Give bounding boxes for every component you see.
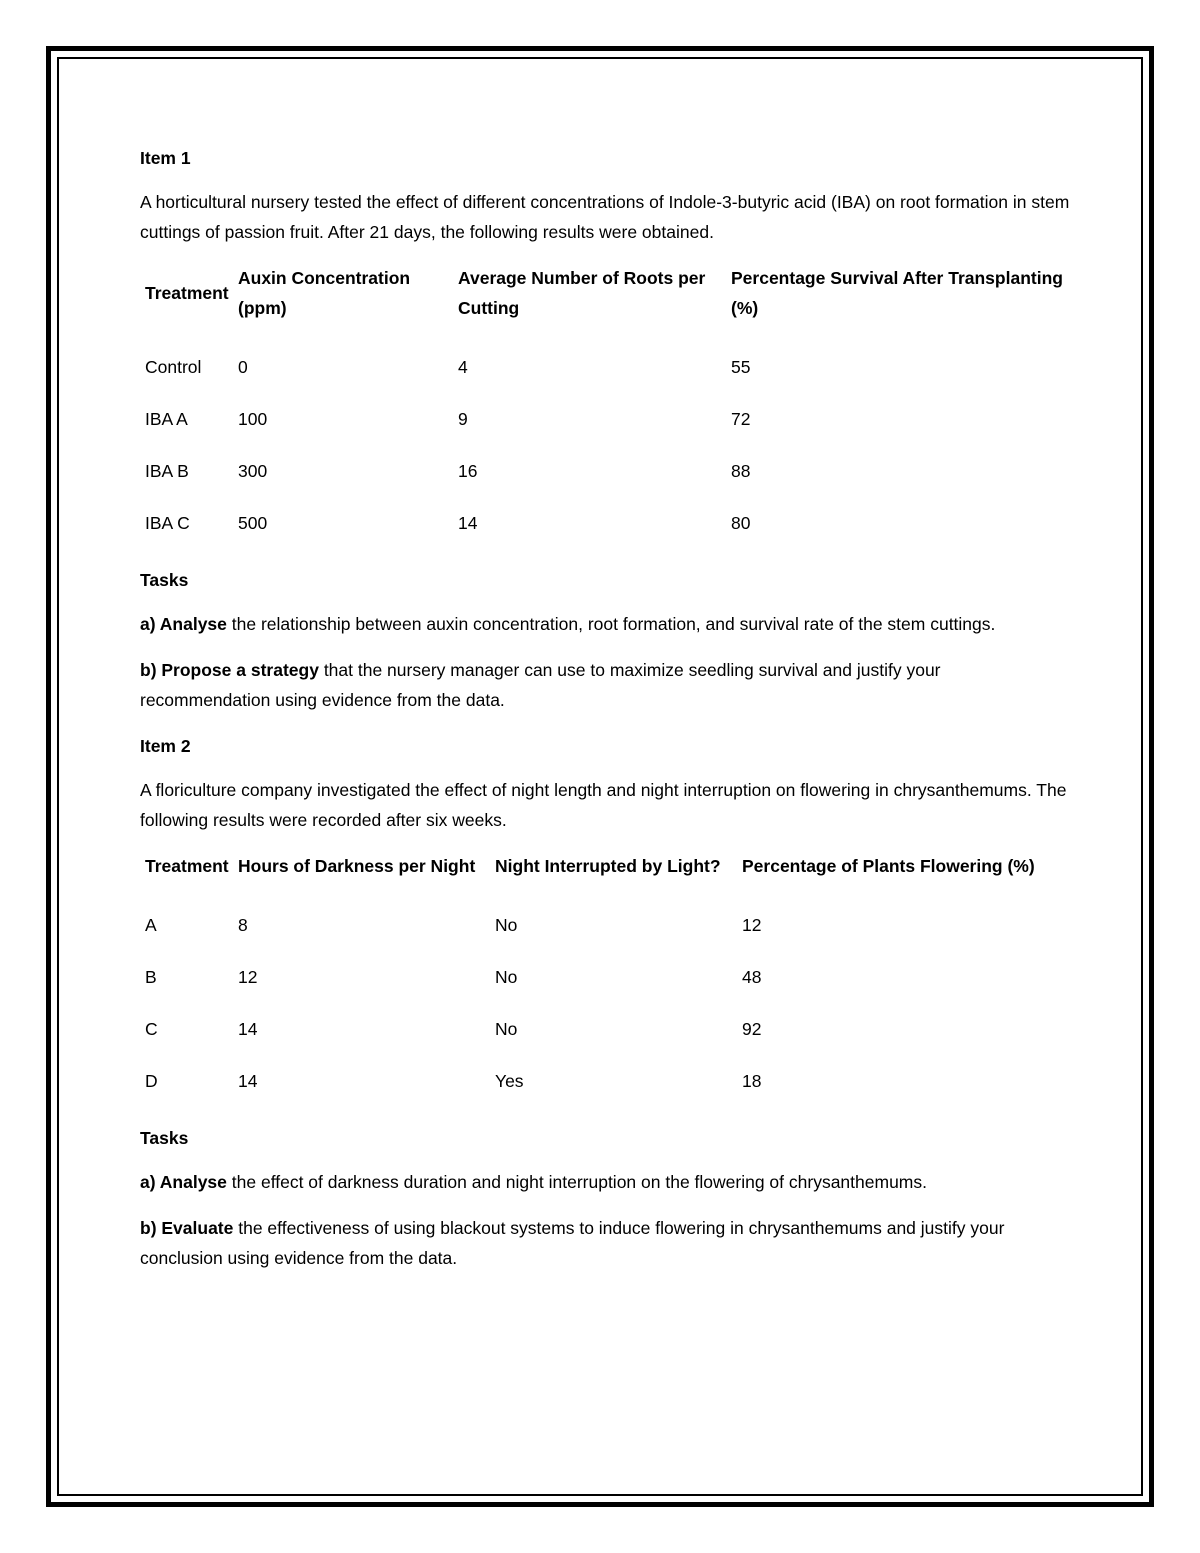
column-header: Average Number of Roots per Cutting bbox=[458, 268, 706, 318]
table-cell: D bbox=[145, 1071, 158, 1091]
column-header: Treatment bbox=[145, 283, 229, 303]
task-text: the relationship between auxin concentration, root formation, and survival rate of the stem cuttings. bbox=[226, 614, 996, 634]
table-cell: 14 bbox=[238, 1071, 258, 1091]
table-cell: IBA B bbox=[145, 461, 189, 481]
column-header: Auxin Concentration (ppm) bbox=[238, 268, 411, 318]
table-header-row bbox=[140, 263, 1070, 341]
table-row bbox=[140, 951, 1070, 1003]
task-lead: a) Analyse bbox=[140, 1172, 227, 1192]
task-lead: a) Analyse bbox=[140, 614, 227, 634]
item2-heading: Item 2 bbox=[140, 736, 191, 756]
task-text: the effectiveness of using blackout systems to induce flowering in chrysanthemums and justify your conclusion using evidence from the data. bbox=[140, 1218, 1005, 1268]
table-cell: Control bbox=[145, 357, 202, 377]
table-cell: 100 bbox=[238, 409, 268, 429]
table-cell: No bbox=[495, 967, 518, 987]
item2-task-a bbox=[140, 1167, 1070, 1197]
table-cell: 72 bbox=[731, 409, 751, 429]
table-row bbox=[140, 341, 1070, 393]
table-cell: C bbox=[145, 1019, 158, 1039]
table-cell: B bbox=[145, 967, 157, 987]
table-cell: 14 bbox=[238, 1019, 258, 1039]
table-cell: 300 bbox=[238, 461, 268, 481]
task-text: that the nursery manager can use to maximize seedling survival and justify your recommendation using evidence from the data. bbox=[140, 660, 941, 710]
task-lead: b) Evaluate bbox=[140, 1218, 234, 1238]
table-cell: 12 bbox=[238, 967, 258, 987]
table-row bbox=[140, 497, 1070, 549]
table-row bbox=[140, 393, 1070, 445]
table-cell: A bbox=[145, 915, 157, 935]
item2-task-b bbox=[140, 1213, 1070, 1273]
table-cell: 4 bbox=[458, 357, 468, 377]
table-row bbox=[140, 445, 1070, 497]
task-lead: b) Propose a strategy bbox=[140, 660, 319, 680]
column-header: Hours of Darkness per Night bbox=[238, 856, 476, 876]
table-row bbox=[140, 1003, 1070, 1055]
column-header: Night Interrupted by Light? bbox=[495, 856, 721, 876]
column-header: Percentage of Plants Flowering (%) bbox=[742, 856, 1035, 876]
item1-task-a bbox=[140, 609, 1070, 639]
table-cell: Yes bbox=[495, 1071, 524, 1091]
table-cell: 9 bbox=[458, 409, 468, 429]
table-cell: 88 bbox=[731, 461, 751, 481]
column-header: Percentage Survival After Transplanting (%) bbox=[731, 268, 1063, 318]
item1-heading: Item 1 bbox=[140, 148, 191, 168]
table-cell: 80 bbox=[731, 513, 751, 533]
item2-table bbox=[140, 851, 1070, 1107]
table-cell: 92 bbox=[742, 1019, 762, 1039]
item1-intro: A horticultural nursery tested the effect of different concentrations of Indole-3-butyric acid (IBA) on root formation in stem cuttings of passion fruit. After 21 days, the following results were obtained. bbox=[140, 192, 1070, 242]
item1-table bbox=[140, 263, 1070, 549]
table-cell: 0 bbox=[238, 357, 248, 377]
item2-tasks-heading: Tasks bbox=[140, 1128, 189, 1148]
table-cell: No bbox=[495, 915, 518, 935]
table-row bbox=[140, 1055, 1070, 1107]
table-cell: 12 bbox=[742, 915, 762, 935]
column-header: Treatment bbox=[145, 856, 229, 876]
item1-task-b bbox=[140, 655, 1070, 715]
task-text: the effect of darkness duration and night interruption on the flowering of chrysanthemums. bbox=[226, 1172, 927, 1192]
table-cell: 14 bbox=[458, 513, 478, 533]
table-cell: 500 bbox=[238, 513, 268, 533]
table-header-row bbox=[140, 851, 1070, 899]
item1-tasks-heading: Tasks bbox=[140, 570, 189, 590]
item2-intro: A floriculture company investigated the effect of night length and night interruption on flowering in chrysanthemums. The following results were recorded after six weeks. bbox=[140, 780, 1067, 830]
table-cell: 8 bbox=[238, 915, 248, 935]
table-cell: IBA C bbox=[145, 513, 190, 533]
table-cell: 55 bbox=[731, 357, 751, 377]
table-cell: 18 bbox=[742, 1071, 762, 1091]
table-row bbox=[140, 899, 1070, 951]
table-cell: 48 bbox=[742, 967, 762, 987]
table-cell: 16 bbox=[458, 461, 478, 481]
table-cell: No bbox=[495, 1019, 518, 1039]
document-body bbox=[140, 143, 1070, 1289]
table-cell: IBA A bbox=[145, 409, 188, 429]
